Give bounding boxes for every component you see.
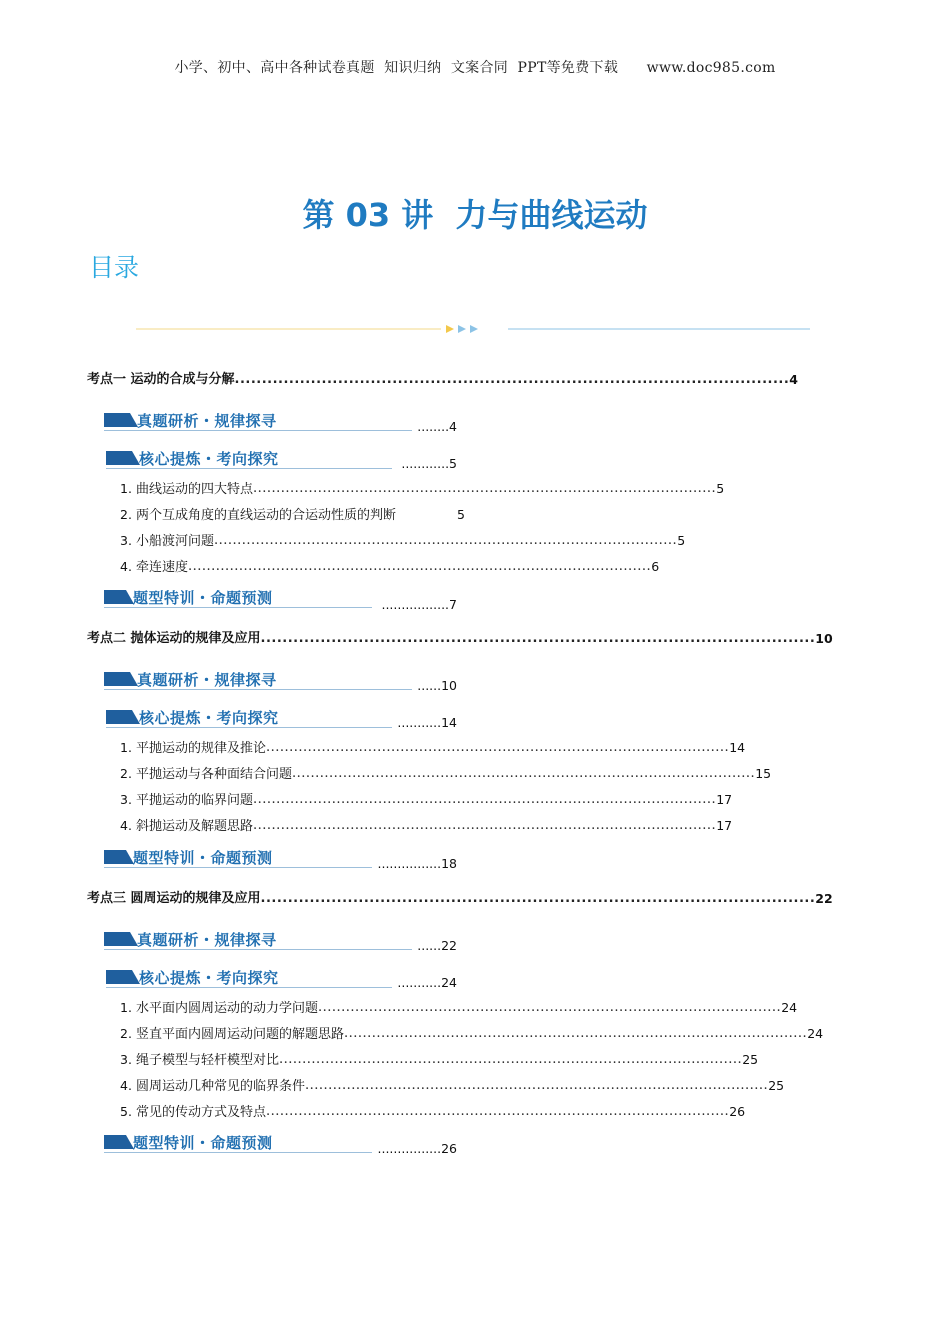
banner-page-ref xyxy=(374,856,457,871)
toc-leader: ................. xyxy=(381,597,450,612)
toc-item[interactable] xyxy=(120,791,733,810)
banner-ribbon-icon xyxy=(106,970,140,984)
banner-ribbon-icon xyxy=(106,710,140,724)
toc-leader: .................................................................................................... xyxy=(252,481,717,496)
toc-leader: ................ xyxy=(377,1141,442,1156)
toc-leader: .................................................................................................... xyxy=(252,818,717,833)
toc-item[interactable] xyxy=(120,506,465,525)
banner-page-ref xyxy=(374,597,457,612)
toc-leader: ...... xyxy=(417,678,442,693)
banner-hexin[interactable] xyxy=(106,447,396,471)
banner-page-ref xyxy=(390,975,457,990)
toc-leader: ........... xyxy=(397,715,442,730)
toc-page-number: 5 xyxy=(449,456,457,471)
toc-page-number: 26 xyxy=(729,1104,746,1119)
toc-page-number: 4 xyxy=(789,372,798,387)
toc-item-title: 常见的传动方式及特点 xyxy=(135,1105,266,1120)
toc-item[interactable] xyxy=(120,532,686,551)
banner-underline xyxy=(104,949,412,950)
toc-page-number: 24 xyxy=(781,1000,798,1015)
banner-underline xyxy=(104,1152,372,1153)
toc-page-number: 17 xyxy=(716,792,733,807)
banner-hexin[interactable] xyxy=(106,966,396,990)
toc-item-number: 3. xyxy=(120,792,132,807)
banner-underline xyxy=(106,468,392,469)
toc-leader: .................................................................................................... xyxy=(278,1052,743,1067)
toc-page-number: 22 xyxy=(441,938,457,953)
toc-item[interactable] xyxy=(120,1025,824,1044)
divider-arrow-icon xyxy=(458,325,466,333)
toc-item-title: 水平面内圆周运动的动力学问题 xyxy=(135,1001,318,1016)
banner-ribbon-icon xyxy=(104,672,138,686)
toc-item[interactable] xyxy=(120,739,746,758)
toc-leader: .................................................................................................... xyxy=(213,533,678,548)
toc-item[interactable] xyxy=(120,480,725,499)
toc-item-number: 5. xyxy=(120,1104,132,1119)
toc-leader: .................................................................................................... xyxy=(252,792,717,807)
toc-page-number: 10 xyxy=(441,678,457,693)
banner-ribbon-icon xyxy=(104,932,138,946)
toc-leader: .................................................................................................... xyxy=(317,1000,782,1015)
banner-zhenti[interactable] xyxy=(104,409,414,433)
banner-label: 核心提炼・考向探究 xyxy=(139,969,279,987)
banner-ribbon-icon xyxy=(106,451,140,465)
toc-item-title: 平抛运动的规律及推论 xyxy=(135,741,266,756)
banner-ribbon-icon xyxy=(104,1135,134,1149)
toc-leader: ...................................................................................................... xyxy=(234,372,790,387)
toc-item-title: 曲线运动的四大特点 xyxy=(135,482,253,497)
banner-ribbon-icon xyxy=(104,850,134,864)
banner-tixing[interactable] xyxy=(104,846,374,870)
divider-arrow-icon xyxy=(446,325,454,333)
banner-label: 题型特训・命题预测 xyxy=(133,1134,273,1152)
toc-leader: ...................................................................................................... xyxy=(260,891,816,906)
toc-item[interactable] xyxy=(120,558,660,577)
toc-page-number: 5 xyxy=(677,533,686,548)
toc-item[interactable] xyxy=(120,999,798,1018)
banner-label: 题型特训・命题预测 xyxy=(133,589,273,607)
banner-label: 真题研析・规律探寻 xyxy=(137,412,277,430)
toc-page-number: 6 xyxy=(651,559,660,574)
toc-item-title: 两个互成角度的直线运动的合运动性质的判断 xyxy=(135,508,396,523)
toc-item-number: 1. xyxy=(120,481,132,496)
toc-page-number: 22 xyxy=(815,891,833,906)
document-title: 第 03 讲 力与曲线运动 xyxy=(302,196,648,234)
banner-label: 核心提炼・考向探究 xyxy=(139,709,279,727)
toc-page-number: 26 xyxy=(441,1141,457,1156)
banner-label: 核心提炼・考向探究 xyxy=(139,450,279,468)
banner-underline xyxy=(106,727,392,728)
banner-page-ref xyxy=(374,1141,457,1156)
toc-section-title: 考点二 抛体运动的规律及应用 xyxy=(87,631,261,646)
toc-page-number: 14 xyxy=(729,740,746,755)
banner-page-ref xyxy=(410,419,457,434)
toc-section-title: 考点一 运动的合成与分解 xyxy=(87,372,235,387)
toc-item-number: 4. xyxy=(120,1078,132,1093)
toc-page-number: 15 xyxy=(755,766,772,781)
banner-zhenti[interactable] xyxy=(104,668,414,692)
toc-page-number: 25 xyxy=(768,1078,785,1093)
banner-ribbon-icon xyxy=(104,590,134,604)
toc-item[interactable] xyxy=(120,765,772,784)
toc-item-title: 牵连速度 xyxy=(135,560,188,575)
banner-page-ref xyxy=(410,938,457,953)
banner-zhenti[interactable] xyxy=(104,928,414,952)
toc-leader: ...................................................................................................... xyxy=(260,631,816,646)
toc-section-2[interactable] xyxy=(87,630,833,648)
banner-label: 题型特训・命题预测 xyxy=(133,849,273,867)
toc-item-number: 3. xyxy=(120,533,132,548)
toc-item-number: 2. xyxy=(120,507,132,522)
toc-leader: ........ xyxy=(417,419,450,434)
toc-item-title: 圆周运动几种常见的临界条件 xyxy=(135,1079,305,1094)
toc-item[interactable] xyxy=(120,1077,785,1096)
toc-page-number: 5 xyxy=(457,507,465,522)
toc-item-title: 小船渡河问题 xyxy=(135,534,214,549)
banner-ribbon-icon xyxy=(104,413,138,427)
toc-item-number: 2. xyxy=(120,766,132,781)
toc-item-title: 平抛运动与各种面结合问题 xyxy=(135,767,292,782)
toc-leader: ............ xyxy=(401,456,450,471)
toc-leader: ...... xyxy=(417,938,442,953)
banner-underline xyxy=(104,430,412,431)
toc-page-number: 24 xyxy=(441,975,457,990)
banner-underline xyxy=(104,607,372,608)
toc-leader: .................................................................................................... xyxy=(291,766,756,781)
toc-leader: ........... xyxy=(397,975,442,990)
banner-page-ref xyxy=(390,456,457,471)
toc-page-number: 24 xyxy=(807,1026,824,1041)
toc-page-number: 7 xyxy=(449,597,457,612)
toc-leader: .................................................................................................... xyxy=(304,1078,769,1093)
banner-tixing[interactable] xyxy=(104,586,374,610)
toc-section-title: 考点三 圆周运动的规律及应用 xyxy=(87,891,261,906)
banner-label: 真题研析・规律探寻 xyxy=(137,931,277,949)
banner-page-ref xyxy=(410,678,457,693)
banner-page-ref xyxy=(390,715,457,730)
toc-item-number: 2. xyxy=(120,1026,132,1041)
toc-item-number: 3. xyxy=(120,1052,132,1067)
banner-tixing[interactable] xyxy=(104,1131,374,1155)
toc-item-number: 1. xyxy=(120,740,132,755)
banner-underline xyxy=(104,689,412,690)
toc-page-number: 14 xyxy=(441,715,457,730)
toc-item-number: 4. xyxy=(120,818,132,833)
banner-hexin[interactable] xyxy=(106,706,396,730)
page-header xyxy=(0,57,950,77)
header-site: www.doc985.com xyxy=(646,60,776,76)
toc-item[interactable] xyxy=(120,1051,759,1070)
toc-leader: .................................................................................................... xyxy=(265,1104,730,1119)
toc-page-number: 5 xyxy=(716,481,725,496)
toc-page-number: 4 xyxy=(449,419,457,434)
toc-item-title: 斜抛运动及解题思路 xyxy=(135,819,253,834)
toc-section-3[interactable] xyxy=(87,890,833,908)
toc-item-title: 绳子模型与轻杆模型对比 xyxy=(135,1053,279,1068)
toc-section-1[interactable] xyxy=(87,371,798,389)
toc-page-number: 18 xyxy=(441,856,457,871)
toc-page-number: 17 xyxy=(716,818,733,833)
toc-page-number: 10 xyxy=(815,631,833,646)
decorative-divider xyxy=(136,322,810,336)
toc-heading: 目录 xyxy=(89,253,140,282)
toc-item-number: 1. xyxy=(120,1000,132,1015)
toc-leader xyxy=(396,506,457,525)
toc-item-number: 4. xyxy=(120,559,132,574)
divider-arrow-icon xyxy=(470,325,478,333)
toc-item-title: 平抛运动的临界问题 xyxy=(135,793,253,808)
toc-item-title: 竖直平面内圆周运动问题的解题思路 xyxy=(135,1027,344,1042)
header-text: 小学、初中、高中各种试卷真题 知识归纳 文案合同 PPT等免费下载 xyxy=(174,60,619,76)
banner-label: 真题研析・规律探寻 xyxy=(137,671,277,689)
toc-page-number: 25 xyxy=(742,1052,759,1067)
toc-item[interactable] xyxy=(120,817,733,836)
toc-item[interactable] xyxy=(120,1103,746,1122)
banner-underline xyxy=(104,867,372,868)
banner-underline xyxy=(106,987,392,988)
toc-leader: ................ xyxy=(377,856,442,871)
toc-leader: .................................................................................................... xyxy=(343,1026,808,1041)
toc-leader: .................................................................................................... xyxy=(265,740,730,755)
toc-leader: .................................................................................................... xyxy=(187,559,652,574)
